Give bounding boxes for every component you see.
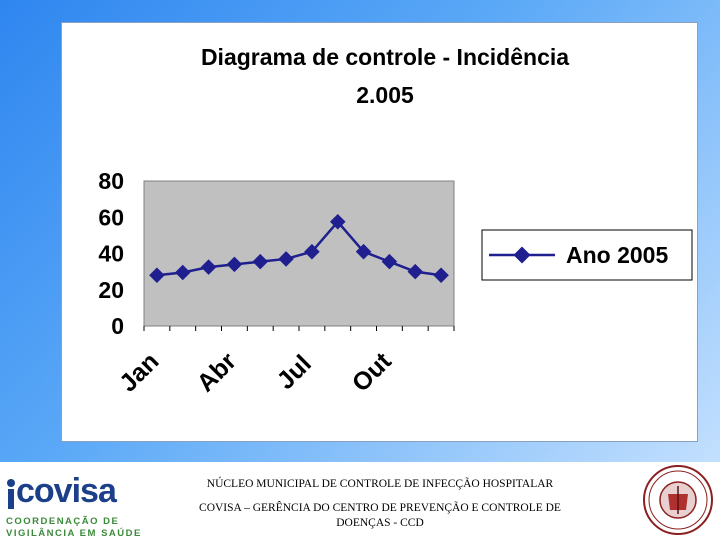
footer-line-2: COVISA – GERÊNCIA DO CENTRO DE PREVENÇÃO E CONTROLE DE <box>199 502 561 514</box>
y-tick-label: 60 <box>98 204 124 231</box>
x-tick-label: Abr <box>191 347 242 398</box>
line-chart <box>62 23 697 441</box>
chart-title: Diagrama de controle - Incidência <box>200 44 570 70</box>
covisa-subtitle-2: VIGILÂNCIA EM SAÚDE <box>6 528 142 539</box>
legend-label: Ano 2005 <box>566 242 669 268</box>
footer-line-3: DOENÇAS - CCD <box>336 517 424 529</box>
chart-subtitle: 2.005 <box>356 82 414 108</box>
seal-emblem <box>642 464 714 536</box>
y-tick-label: 40 <box>98 240 124 267</box>
y-tick-label: 80 <box>98 168 124 194</box>
legend <box>482 230 692 280</box>
plot-area <box>144 181 454 326</box>
chart-panel <box>61 22 698 442</box>
x-tick-label: Out <box>346 347 397 398</box>
covisa-subtitle-1: COORDENAÇÃO DE <box>6 516 120 527</box>
y-tick-label: 20 <box>98 276 124 303</box>
covisa-logo <box>2 472 142 539</box>
y-tick-label: 0 <box>111 313 124 339</box>
y-axis-ticks <box>98 168 124 339</box>
covisa-wordmark: covisa <box>16 472 116 510</box>
x-tick-label: Jan <box>114 347 165 398</box>
footer-line-1: NÚCLEO MUNICIPAL DE CONTROLE DE INFECÇÃO HOSPITALAR <box>206 478 554 490</box>
x-axis-labels <box>114 347 397 398</box>
x-tick-label: Jul <box>271 349 317 396</box>
x-axis-ticks <box>144 326 454 331</box>
